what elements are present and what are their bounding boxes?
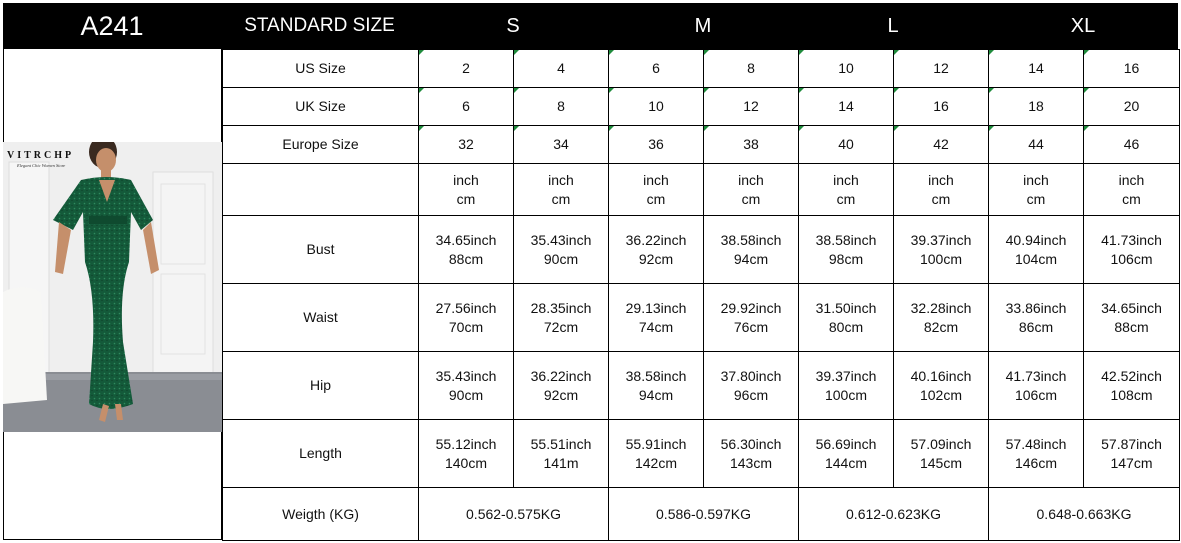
corner-marker-icon (704, 88, 709, 93)
table-cell (609, 420, 704, 488)
value-cm: 106cm (1110, 250, 1153, 267)
cell-value: 34 (553, 136, 569, 152)
corner-marker-icon (894, 88, 899, 93)
cell-value: 8 (747, 60, 755, 76)
table-cell (894, 284, 989, 352)
cell-value: 12 (933, 60, 949, 76)
weight-range-cell: 0.562-0.575KG (419, 488, 609, 541)
corner-marker-icon (514, 126, 519, 131)
value-inch: 57.48inch (1005, 435, 1067, 452)
table-cell (704, 284, 799, 352)
cell-value: 38 (743, 136, 759, 152)
value-inch: 40.16inch (910, 367, 972, 384)
corner-marker-icon (419, 88, 424, 93)
table-cell (989, 216, 1084, 284)
value-cm: cm (1026, 190, 1046, 207)
weight-range-cell: 0.612-0.623KG (799, 488, 989, 541)
value-cm: cm (456, 190, 476, 207)
table-cell (989, 352, 1084, 420)
value-cm: 98cm (828, 250, 864, 267)
model-code: A241 (80, 10, 144, 41)
model-in-dress-image (3, 142, 222, 432)
value-cm: 88cm (448, 250, 484, 267)
table-cell (419, 352, 514, 420)
standard-size-heading: STANDARD SIZE (244, 15, 395, 36)
corner-marker-icon (704, 126, 709, 131)
cell-value: 10 (648, 98, 664, 114)
value-cm: 70cm (448, 318, 484, 335)
value-inch: 35.43inch (530, 231, 592, 248)
table-cell (799, 352, 894, 420)
value-cm: 104cm (1014, 250, 1058, 267)
value-inch: 41.73inch (1101, 231, 1162, 248)
value-cm: 94cm (638, 386, 674, 403)
table-cell (1084, 284, 1180, 352)
value-cm: 80cm (828, 318, 864, 335)
value-inch: 35.43inch (435, 367, 497, 384)
table-cell (799, 88, 894, 126)
table-row-weight (223, 488, 1180, 541)
value-inch: 56.69inch (815, 435, 877, 452)
table-cell (1084, 126, 1180, 164)
table-cell (704, 164, 799, 216)
value-inch: inch (548, 171, 574, 188)
value-inch: 33.86inch (1005, 299, 1067, 316)
value-inch: 31.50inch (815, 299, 877, 316)
cell-value: 14 (1028, 60, 1044, 76)
cell-value: 2 (462, 60, 470, 76)
value-inch: 39.37inch (910, 231, 972, 248)
table-cell (799, 126, 894, 164)
cell-value: 6 (462, 98, 470, 114)
corner-marker-icon (514, 50, 519, 55)
corner-marker-icon (419, 50, 424, 55)
size-heading-xl: XL (1070, 14, 1096, 37)
cell-value: 4 (557, 60, 565, 76)
cell-value: 44 (1028, 136, 1044, 152)
value-cm: 76cm (733, 318, 769, 335)
value-cm: 102cm (919, 386, 963, 403)
value-inch: inch (453, 171, 479, 188)
table-cell (989, 50, 1084, 88)
cell-value: 36 (648, 136, 664, 152)
weight-range-cell: 0.586-0.597KG (609, 488, 799, 541)
table-cell (609, 352, 704, 420)
value-inch: 55.91inch (625, 435, 687, 452)
table-cell (419, 50, 514, 88)
value-inch: 41.73inch (1005, 367, 1067, 384)
value-inch: 34.65inch (435, 231, 497, 248)
corner-marker-icon (799, 88, 804, 93)
corner-marker-icon (799, 50, 804, 55)
corner-marker-icon (989, 88, 994, 93)
value-cm: 141m (543, 454, 579, 471)
table-cell (609, 50, 704, 88)
size-heading-s: S (506, 14, 520, 37)
corner-marker-icon (1084, 126, 1089, 131)
brand-logo-text: VITRCHP (7, 150, 75, 161)
table-cell (514, 420, 609, 488)
row-label: Length (223, 420, 419, 488)
cell-value: 16 (933, 98, 949, 114)
size-heading-l: L (887, 14, 899, 37)
table-cell (514, 284, 609, 352)
value-inch: 37.80inch (720, 367, 782, 384)
table-cell (514, 352, 609, 420)
cell-value: 8 (557, 98, 565, 114)
table-cell (704, 126, 799, 164)
table-cell (609, 216, 704, 284)
table-cell (704, 88, 799, 126)
table-cell (514, 216, 609, 284)
table-cell (704, 420, 799, 488)
value-inch: 39.37inch (815, 367, 877, 384)
value-cm: 145cm (919, 454, 963, 471)
cell-value: 6 (652, 60, 660, 76)
value-cm: 92cm (638, 250, 674, 267)
value-cm: 94cm (733, 250, 769, 267)
table-cell (894, 88, 989, 126)
value-inch: 55.12inch (435, 435, 497, 452)
value-inch: 42.52inch (1101, 367, 1162, 384)
value-cm: 144cm (824, 454, 868, 471)
table-cell (419, 216, 514, 284)
value-inch: 40.94inch (1005, 231, 1067, 248)
corner-marker-icon (1084, 88, 1089, 93)
cell-value: 10 (838, 60, 854, 76)
value-cm: cm (1122, 190, 1141, 207)
value-inch: 55.51inch (530, 435, 592, 452)
value-inch: 56.30inch (720, 435, 782, 452)
cell-value: 16 (1123, 60, 1140, 76)
corner-marker-icon (609, 50, 614, 55)
row-label: Waist (223, 284, 419, 352)
table-row-waist (223, 284, 1180, 352)
table-cell (419, 284, 514, 352)
table-row-uk-size (223, 88, 1180, 126)
product-photo (3, 142, 222, 432)
value-cm: 147cm (1110, 454, 1153, 471)
table-row-bust (223, 216, 1180, 284)
table-cell (609, 126, 704, 164)
value-cm: cm (931, 190, 951, 207)
table-cell (419, 420, 514, 488)
table-cell (894, 126, 989, 164)
brand-tagline: Elegant Chic Women Store (17, 163, 66, 168)
cell-value: 20 (1123, 98, 1140, 114)
corner-marker-icon (799, 126, 804, 131)
corner-marker-icon (989, 126, 994, 131)
value-inch: 29.92inch (720, 299, 782, 316)
table-cell (704, 50, 799, 88)
value-cm: 90cm (448, 386, 484, 403)
table-cell (799, 284, 894, 352)
value-inch: 28.35inch (530, 299, 592, 316)
row-label (223, 164, 419, 216)
table-cell (419, 164, 514, 216)
table-row-hip (223, 352, 1180, 420)
value-cm: cm (836, 190, 856, 207)
table-cell (514, 50, 609, 88)
value-cm: 142cm (634, 454, 678, 471)
value-inch: 29.13inch (625, 299, 687, 316)
table-cell (704, 216, 799, 284)
table-cell (989, 88, 1084, 126)
corner-marker-icon (704, 50, 709, 55)
table-cell (799, 216, 894, 284)
size-heading-m: M (694, 14, 712, 37)
cell-value: 18 (1028, 98, 1044, 114)
table-cell (609, 88, 704, 126)
cell-value: 14 (838, 98, 854, 114)
table-cell (514, 88, 609, 126)
table-cell (1084, 50, 1180, 88)
table-cell (704, 352, 799, 420)
value-cm: 100cm (919, 250, 963, 267)
corner-marker-icon (894, 50, 899, 55)
corner-marker-icon (419, 126, 424, 131)
table-cell (799, 420, 894, 488)
table-cell (514, 164, 609, 216)
header-bar (3, 3, 1178, 49)
table-row-us-size (223, 50, 1180, 88)
value-cm: 72cm (543, 318, 579, 335)
table-cell (799, 164, 894, 216)
value-inch: inch (833, 171, 859, 188)
value-cm: cm (741, 190, 761, 207)
value-cm: 88cm (1114, 318, 1149, 335)
corner-marker-icon (609, 126, 614, 131)
corner-marker-icon (894, 126, 899, 131)
value-cm: cm (646, 190, 666, 207)
table-cell (894, 50, 989, 88)
cell-value: 42 (933, 136, 949, 152)
value-inch: 34.65inch (1101, 299, 1162, 316)
value-inch: inch (1023, 171, 1049, 188)
table-cell (989, 126, 1084, 164)
row-label: UK Size (223, 88, 419, 126)
table-cell (1084, 352, 1180, 420)
table-cell (1084, 88, 1180, 126)
table-cell (1084, 216, 1180, 284)
cell-value: 46 (1123, 136, 1140, 152)
table-cell (1084, 420, 1180, 488)
row-label: Hip (223, 352, 419, 420)
row-label: Bust (223, 216, 419, 284)
table-cell (894, 164, 989, 216)
value-cm: 146cm (1014, 454, 1058, 471)
size-chart-table (222, 49, 1180, 541)
value-inch: 38.58inch (720, 231, 782, 248)
corner-marker-icon (1084, 50, 1089, 55)
cell-value: 32 (458, 136, 474, 152)
value-cm: 100cm (824, 386, 868, 403)
value-inch: inch (928, 171, 954, 188)
corner-marker-icon (514, 88, 519, 93)
value-inch: 36.22inch (625, 231, 687, 248)
value-cm: 74cm (638, 318, 674, 335)
corner-marker-icon (989, 50, 994, 55)
cell-value: 12 (743, 98, 759, 114)
value-inch: 57.87inch (1101, 435, 1162, 452)
value-cm: 108cm (1110, 386, 1153, 403)
value-cm: 106cm (1014, 386, 1058, 403)
value-inch: 32.28inch (910, 299, 972, 316)
table-cell (799, 50, 894, 88)
row-label: US Size (223, 50, 419, 88)
table-cell (419, 88, 514, 126)
value-inch: 57.09inch (910, 435, 972, 452)
table-cell (989, 284, 1084, 352)
table-cell (419, 126, 514, 164)
row-label: Europe Size (223, 126, 419, 164)
table-row-europe-size (223, 126, 1180, 164)
table-cell (894, 420, 989, 488)
value-cm: cm (551, 190, 571, 207)
value-cm: 90cm (543, 250, 579, 267)
table-cell (989, 420, 1084, 488)
value-inch: 38.58inch (625, 367, 687, 384)
value-cm: 92cm (543, 386, 579, 403)
table-cell (894, 352, 989, 420)
table-cell (1084, 164, 1180, 216)
value-cm: 140cm (444, 454, 488, 471)
value-inch: 36.22inch (530, 367, 592, 384)
row-label: Weigth (KG) (223, 488, 419, 541)
size-chart-body (223, 50, 1180, 541)
cell-value: 40 (838, 136, 854, 152)
table-row-unit (223, 164, 1180, 216)
table-cell (989, 164, 1084, 216)
value-cm: 86cm (1018, 318, 1054, 335)
value-inch: 38.58inch (815, 231, 877, 248)
table-cell (609, 164, 704, 216)
value-inch: inch (643, 171, 669, 188)
value-inch: 27.56inch (435, 299, 497, 316)
value-cm: 82cm (923, 318, 959, 335)
table-row-length (223, 420, 1180, 488)
value-inch: inch (738, 171, 764, 188)
table-cell (514, 126, 609, 164)
table-cell (609, 284, 704, 352)
value-inch: inch (1118, 171, 1145, 188)
weight-range-cell: 0.648-0.663KG (989, 488, 1180, 541)
value-cm: 143cm (729, 454, 773, 471)
corner-marker-icon (609, 88, 614, 93)
value-cm: 96cm (733, 386, 769, 403)
table-cell (894, 216, 989, 284)
